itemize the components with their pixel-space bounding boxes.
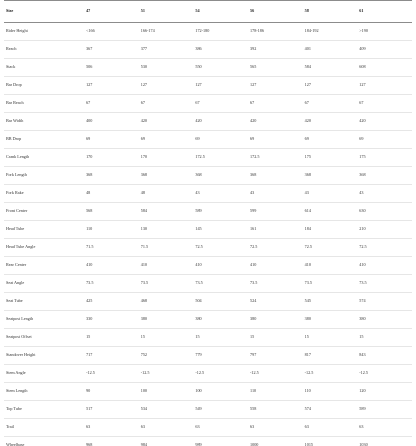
table-row — [4, 113, 412, 131]
table-cell: 100 — [193, 383, 248, 401]
table-cell: 127 — [357, 77, 412, 95]
header-size-47: 47 — [84, 1, 139, 23]
table-cell: 1000 — [248, 437, 303, 446]
row-label: Rider Height — [4, 23, 84, 41]
table-cell: 574 — [357, 293, 412, 311]
table-row — [4, 419, 412, 437]
table-cell: 63 — [248, 419, 303, 437]
table-cell: 386 — [193, 41, 248, 59]
table-cell: 72.5 — [193, 239, 248, 257]
table-cell: 120 — [357, 383, 412, 401]
table-cell: 161 — [248, 221, 303, 239]
table-cell: 752 — [139, 347, 194, 365]
table-cell: 400 — [84, 113, 139, 131]
table-cell: 73.5 — [357, 275, 412, 293]
table-cell: 67 — [357, 95, 412, 113]
table-row — [4, 401, 412, 419]
table-cell: 530 — [139, 59, 194, 77]
table-cell: 170 — [84, 149, 139, 167]
table-cell: 48 — [84, 185, 139, 203]
table-cell: 43 — [303, 185, 358, 203]
geometry-table — [4, 0, 412, 446]
table-cell: 568 — [84, 203, 139, 221]
table-cell: 63 — [193, 419, 248, 437]
table-cell: 170 — [139, 149, 194, 167]
row-label: Rear Center — [4, 257, 84, 275]
table-cell: 797 — [248, 347, 303, 365]
table-cell: 558 — [248, 401, 303, 419]
row-label: Seat Angle — [4, 275, 84, 293]
table-cell: 48 — [139, 185, 194, 203]
table-cell: 425 — [84, 293, 139, 311]
header-size-label: Size — [4, 1, 84, 23]
row-label: Head Tube Angle — [4, 239, 84, 257]
row-label: Stack — [4, 59, 84, 77]
table-row — [4, 347, 412, 365]
row-label: Seat Tube — [4, 293, 84, 311]
row-label: Top Tube — [4, 401, 84, 419]
table-cell: 550 — [193, 59, 248, 77]
table-cell: 130 — [139, 221, 194, 239]
table-cell: -12.5 — [357, 365, 412, 383]
table-cell: 817 — [303, 347, 358, 365]
table-cell: 989 — [193, 437, 248, 446]
table-row — [4, 41, 412, 59]
header-row — [4, 1, 412, 23]
table-row — [4, 221, 412, 239]
table-cell: 584 — [303, 59, 358, 77]
table-cell: 73.5 — [193, 275, 248, 293]
row-label: Crank Length — [4, 149, 84, 167]
table-cell: 69 — [84, 131, 139, 149]
table-cell: 69 — [248, 131, 303, 149]
table-cell: 589 — [193, 203, 248, 221]
row-label: Bar Drop — [4, 77, 84, 95]
table-cell: 172.5 — [193, 149, 248, 167]
table-cell: 73.5 — [303, 275, 358, 293]
table-cell: 43 — [193, 185, 248, 203]
header-size-56: 56 — [248, 1, 303, 23]
table-cell: <166 — [84, 23, 139, 41]
table-cell: 517 — [84, 401, 139, 419]
header-size-61: 61 — [357, 1, 412, 23]
table-cell: 73.5 — [139, 275, 194, 293]
geometry-table-body — [4, 23, 412, 446]
table-row — [4, 365, 412, 383]
table-cell: 1030 — [357, 437, 412, 446]
table-cell: 506 — [84, 59, 139, 77]
row-label: BB Drop — [4, 131, 84, 149]
table-cell: -12.5 — [248, 365, 303, 383]
table-row — [4, 95, 412, 113]
table-row — [4, 257, 412, 275]
table-cell: 67 — [303, 95, 358, 113]
table-cell: 410 — [193, 257, 248, 275]
table-cell: 377 — [139, 41, 194, 59]
table-cell: 69 — [303, 131, 358, 149]
row-label: Head Tube — [4, 221, 84, 239]
table-cell: 15 — [193, 329, 248, 347]
table-cell: 608 — [357, 59, 412, 77]
table-row — [4, 23, 412, 41]
table-row — [4, 77, 412, 95]
row-label: Wheelbase — [4, 437, 84, 446]
table-cell: 69 — [193, 131, 248, 149]
table-cell: 380 — [303, 311, 358, 329]
table-cell: 630 — [357, 203, 412, 221]
table-row — [4, 275, 412, 293]
table-cell: 73.5 — [248, 275, 303, 293]
table-cell: 72.5 — [303, 239, 358, 257]
table-cell: 63 — [84, 419, 139, 437]
row-label: Reach — [4, 41, 84, 59]
table-cell: 410 — [84, 257, 139, 275]
table-cell: 410 — [139, 257, 194, 275]
table-cell: 172-180 — [193, 23, 248, 41]
table-cell: 72.5 — [357, 239, 412, 257]
row-label: Bar Width — [4, 113, 84, 131]
table-cell: 43 — [248, 185, 303, 203]
table-cell: 175 — [357, 149, 412, 167]
table-cell: 524 — [248, 293, 303, 311]
table-cell: 127 — [193, 77, 248, 95]
table-cell: 843 — [357, 347, 412, 365]
table-cell: >190 — [357, 23, 412, 41]
table-row — [4, 185, 412, 203]
row-label: Fork Rake — [4, 185, 84, 203]
row-label: Trail — [4, 419, 84, 437]
table-cell: 409 — [357, 41, 412, 59]
table-row — [4, 437, 412, 446]
table-cell: 368 — [84, 167, 139, 185]
table-cell: 110 — [303, 383, 358, 401]
table-cell: 468 — [139, 293, 194, 311]
table-cell: 184 — [303, 221, 358, 239]
table-row — [4, 167, 412, 185]
table-cell: 67 — [139, 95, 194, 113]
header-size-58: 58 — [303, 1, 358, 23]
table-cell: 1015 — [303, 437, 358, 446]
table-cell: 90 — [84, 383, 139, 401]
table-cell: 420 — [139, 113, 194, 131]
row-label: Front Center — [4, 203, 84, 221]
table-cell: 779 — [193, 347, 248, 365]
table-cell: 599 — [248, 203, 303, 221]
table-cell: 614 — [303, 203, 358, 221]
table-cell: 368 — [357, 167, 412, 185]
table-row — [4, 131, 412, 149]
table-cell: 210 — [357, 221, 412, 239]
table-cell: 15 — [84, 329, 139, 347]
table-cell: 410 — [357, 257, 412, 275]
table-cell: 127 — [248, 77, 303, 95]
row-label: Standover Height — [4, 347, 84, 365]
table-cell: 410 — [248, 257, 303, 275]
table-cell: 367 — [84, 41, 139, 59]
table-cell: 410 — [303, 257, 358, 275]
table-cell: 584 — [139, 203, 194, 221]
table-cell: 71.5 — [139, 239, 194, 257]
table-row — [4, 203, 412, 221]
table-cell: 380 — [357, 311, 412, 329]
table-cell: 504 — [193, 293, 248, 311]
table-cell: 175 — [303, 149, 358, 167]
table-cell: 984 — [139, 437, 194, 446]
table-cell: 184-192 — [303, 23, 358, 41]
table-cell: 15 — [303, 329, 358, 347]
table-cell: 127 — [303, 77, 358, 95]
table-row — [4, 329, 412, 347]
table-cell: 420 — [248, 113, 303, 131]
table-cell: 145 — [193, 221, 248, 239]
table-cell: -12.5 — [193, 365, 248, 383]
table-cell: 110 — [248, 383, 303, 401]
table-row — [4, 293, 412, 311]
table-cell: 67 — [84, 95, 139, 113]
table-cell: 545 — [303, 293, 358, 311]
table-cell: 67 — [193, 95, 248, 113]
table-cell: 110 — [84, 221, 139, 239]
row-label: Bar Reach — [4, 95, 84, 113]
table-cell: 15 — [139, 329, 194, 347]
table-cell: 380 — [248, 311, 303, 329]
table-cell: 368 — [303, 167, 358, 185]
table-cell: 69 — [357, 131, 412, 149]
table-cell: 589 — [357, 401, 412, 419]
table-cell: 401 — [303, 41, 358, 59]
table-cell: 368 — [248, 167, 303, 185]
table-cell: 368 — [193, 167, 248, 185]
table-cell: 63 — [357, 419, 412, 437]
table-cell: 72.5 — [248, 239, 303, 257]
table-cell: 15 — [248, 329, 303, 347]
table-cell: 565 — [248, 59, 303, 77]
table-cell: 69 — [139, 131, 194, 149]
table-cell: 534 — [139, 401, 194, 419]
table-row — [4, 383, 412, 401]
table-row — [4, 239, 412, 257]
table-cell: 380 — [139, 311, 194, 329]
table-cell: 420 — [357, 113, 412, 131]
table-cell: -12.5 — [303, 365, 358, 383]
table-cell: 330 — [84, 311, 139, 329]
header-size-51: 51 — [139, 1, 194, 23]
table-cell: 178-186 — [248, 23, 303, 41]
row-label: Seatpost Length — [4, 311, 84, 329]
row-label: Seatpost Offset — [4, 329, 84, 347]
table-cell: 717 — [84, 347, 139, 365]
table-cell: 127 — [84, 77, 139, 95]
table-cell: 71.5 — [84, 239, 139, 257]
table-cell: 166-174 — [139, 23, 194, 41]
table-cell: 420 — [303, 113, 358, 131]
row-label: Stem Angle — [4, 365, 84, 383]
table-row — [4, 149, 412, 167]
table-cell: 73.5 — [84, 275, 139, 293]
table-cell: 127 — [139, 77, 194, 95]
row-label: Fork Length — [4, 167, 84, 185]
table-cell: 172.5 — [248, 149, 303, 167]
table-cell: -12.5 — [84, 365, 139, 383]
table-cell: 574 — [303, 401, 358, 419]
table-cell: 368 — [139, 167, 194, 185]
table-row — [4, 311, 412, 329]
table-cell: 43 — [357, 185, 412, 203]
table-cell: 968 — [84, 437, 139, 446]
table-cell: 380 — [193, 311, 248, 329]
table-cell: 392 — [248, 41, 303, 59]
geometry-table-header — [4, 1, 412, 23]
table-cell: 420 — [193, 113, 248, 131]
table-cell: 100 — [139, 383, 194, 401]
table-cell: 63 — [139, 419, 194, 437]
table-cell: 549 — [193, 401, 248, 419]
table-cell: -12.5 — [139, 365, 194, 383]
row-label: Stem Length — [4, 383, 84, 401]
header-size-54: 54 — [193, 1, 248, 23]
table-cell: 63 — [303, 419, 358, 437]
table-cell: 15 — [357, 329, 412, 347]
table-cell: 67 — [248, 95, 303, 113]
table-row — [4, 59, 412, 77]
